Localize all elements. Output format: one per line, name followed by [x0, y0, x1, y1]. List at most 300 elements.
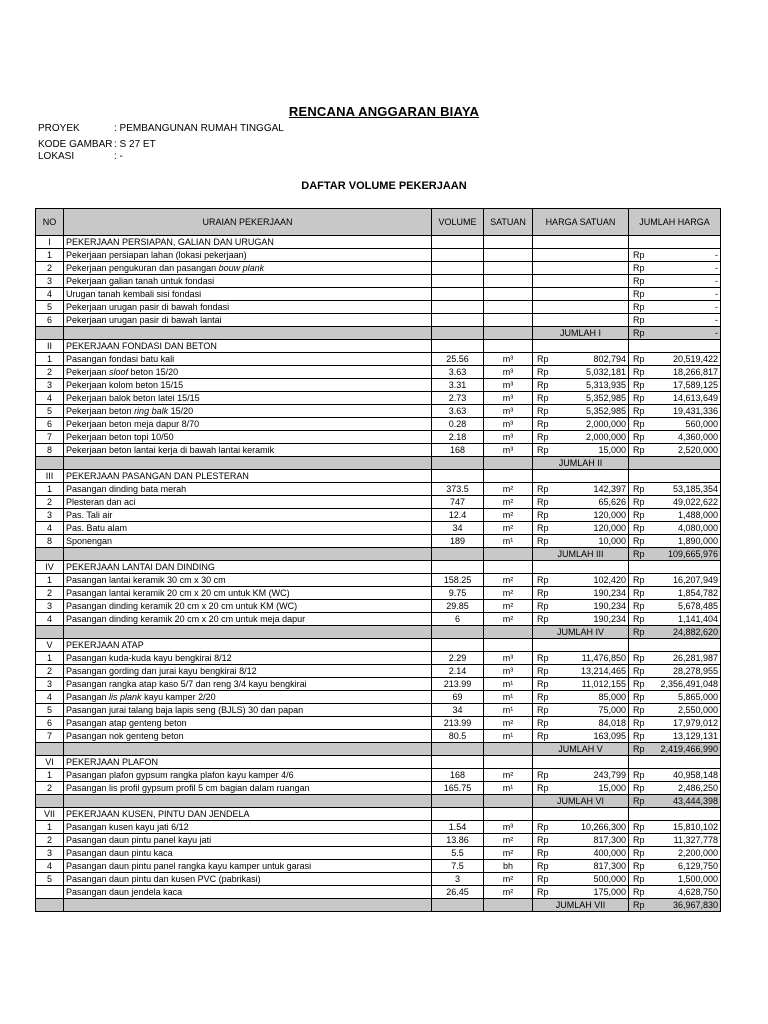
amount-value: 109,665,976	[667, 549, 718, 559]
item-unit-price	[533, 496, 629, 509]
empty-cell	[64, 795, 432, 808]
empty-cell	[64, 327, 432, 340]
header-uraian: URAIAN PEKERJAAN	[64, 209, 432, 236]
amount-value: -	[715, 250, 718, 260]
item-unit: m²	[484, 613, 533, 626]
currency-label: Rp	[633, 770, 645, 780]
item-unit-price	[533, 366, 629, 379]
amount-value: 75,000	[598, 705, 626, 715]
currency-label: Rp	[537, 666, 549, 676]
section-header-row	[36, 340, 721, 353]
item-number: 2	[36, 366, 64, 379]
section-total-label: JUMLAH III	[533, 548, 629, 561]
empty-cell	[533, 470, 629, 483]
section-title: PEKERJAAN KUSEN, PINTU DAN JENDELA	[64, 808, 432, 821]
currency-label: Rp	[537, 393, 549, 403]
item-total-price	[629, 587, 721, 600]
item-unit-price	[533, 314, 629, 327]
amount-value: 5,352,985	[585, 393, 626, 403]
table-row	[36, 782, 721, 795]
header-jumlah-harga: JUMLAH HARGA	[629, 209, 721, 236]
item-total-price	[629, 769, 721, 782]
currency-label: Rp	[537, 380, 549, 390]
item-total-price	[629, 366, 721, 379]
table-subtitle: DAFTAR VOLUME PEKERJAAN	[301, 180, 467, 192]
item-volume: 34	[432, 704, 484, 717]
item-unit-price	[533, 405, 629, 418]
table-row	[36, 392, 721, 405]
item-volume: 6	[432, 613, 484, 626]
currency-label: Rp	[633, 263, 645, 273]
currency-label: Rp	[633, 614, 645, 624]
item-number: 5	[36, 405, 64, 418]
empty-cell	[484, 626, 533, 639]
currency-label: Rp	[537, 536, 549, 546]
item-unit: m¹	[484, 678, 533, 691]
meta-proyek	[38, 123, 284, 135]
item-description: Pasangan dinding keramik 20 cm x 20 cm untuk KM (WC)	[64, 600, 432, 613]
item-description: Pasangan lis profil gypsum profil 5 cm bagian dalam ruangan	[64, 782, 432, 795]
currency-label: Rp	[633, 783, 645, 793]
section-total-value	[629, 457, 721, 470]
empty-cell	[629, 756, 721, 769]
currency-label: Rp	[633, 887, 645, 897]
currency-label: Rp	[633, 731, 645, 741]
item-number: 4	[36, 613, 64, 626]
amount-value: 190,234	[593, 601, 626, 611]
section-number: V	[36, 639, 64, 652]
document-title: RENCANA ANGGARAN BIAYA	[288, 104, 480, 119]
amount-value: 24,882,620	[672, 627, 718, 637]
item-total-price	[629, 275, 721, 288]
item-unit-price	[533, 834, 629, 847]
amount-value: 163,095	[593, 731, 626, 741]
item-unit-price	[533, 847, 629, 860]
table-row	[36, 353, 721, 366]
section-total-label: JUMLAH I	[533, 327, 629, 340]
item-description: Pasangan daun pintu kaca	[64, 847, 432, 860]
empty-cell	[36, 626, 64, 639]
item-description: Pasangan kusen kayu jati 6/12	[64, 821, 432, 834]
item-description: Pekerjaan pengukuran dan pasangan bouw plank	[64, 262, 432, 275]
section-total-label: JUMLAH IV	[533, 626, 629, 639]
item-number: 1	[36, 483, 64, 496]
item-unit	[484, 262, 533, 275]
amount-value: 5,352,985	[585, 406, 626, 416]
meta-value: : S 27 ET	[114, 139, 156, 150]
amount-value: -	[715, 302, 718, 312]
item-unit: m³	[484, 405, 533, 418]
item-volume: 2.18	[432, 431, 484, 444]
item-volume	[432, 314, 484, 327]
item-unit-price	[533, 275, 629, 288]
table-row	[36, 730, 721, 743]
item-unit-price	[533, 600, 629, 613]
table-row	[36, 665, 721, 678]
table-row	[36, 717, 721, 730]
item-unit-price	[533, 873, 629, 886]
item-unit	[484, 275, 533, 288]
item-volume: 26.45	[432, 886, 484, 899]
amount-value: 2,550,000	[677, 705, 718, 715]
item-volume: 13.86	[432, 834, 484, 847]
amount-value: 28,278,955	[672, 666, 718, 676]
item-description: Pekerjaan galian tanah untuk fondasi	[64, 275, 432, 288]
amount-value: 500,000	[593, 874, 626, 884]
amount-value: -	[715, 315, 718, 325]
currency-label: Rp	[537, 861, 549, 871]
section-total-value	[629, 743, 721, 756]
item-unit	[484, 249, 533, 262]
table-row	[36, 873, 721, 886]
amount-value: 2,419,466,990	[660, 744, 718, 754]
currency-label: Rp	[633, 419, 645, 429]
item-number	[36, 886, 64, 899]
section-total-row	[36, 457, 721, 470]
item-unit-price	[533, 483, 629, 496]
table-row	[36, 886, 721, 899]
currency-label: Rp	[537, 705, 549, 715]
table-row	[36, 600, 721, 613]
item-volume: 3.31	[432, 379, 484, 392]
item-unit-price	[533, 262, 629, 275]
empty-cell	[484, 470, 533, 483]
amount-value: 243,799	[593, 770, 626, 780]
amount-value: -	[715, 289, 718, 299]
section-total-row	[36, 795, 721, 808]
header-satuan: SATUAN	[484, 209, 533, 236]
section-header-row	[36, 756, 721, 769]
empty-cell	[533, 639, 629, 652]
item-total-price	[629, 379, 721, 392]
item-unit-price	[533, 782, 629, 795]
header-volume: VOLUME	[432, 209, 484, 236]
item-number: 7	[36, 730, 64, 743]
empty-cell	[533, 808, 629, 821]
item-description: Pasangan atap genteng beton	[64, 717, 432, 730]
item-total-price	[629, 834, 721, 847]
amount-value: -	[715, 328, 718, 338]
item-number: 2	[36, 834, 64, 847]
amount-value: 40,958,148	[672, 770, 718, 780]
item-description: Pasangan dinding keramik 20 cm x 20 cm untuk meja dapur	[64, 613, 432, 626]
empty-cell	[629, 340, 721, 353]
currency-label: Rp	[633, 445, 645, 455]
amount-value: 65,626	[598, 497, 626, 507]
empty-cell	[432, 327, 484, 340]
item-unit: m³	[484, 353, 533, 366]
item-volume: 189	[432, 535, 484, 548]
amount-value: 10,000	[598, 536, 626, 546]
amount-value: 49,022,622	[672, 497, 718, 507]
table-row	[36, 275, 721, 288]
empty-cell	[36, 457, 64, 470]
currency-label: Rp	[537, 848, 549, 858]
meta-key: PROYEK	[38, 123, 80, 134]
empty-cell	[629, 808, 721, 821]
empty-cell	[484, 561, 533, 574]
item-unit-price	[533, 730, 629, 743]
empty-cell	[36, 899, 64, 912]
empty-cell	[484, 743, 533, 756]
item-total-price	[629, 288, 721, 301]
section-header-row	[36, 561, 721, 574]
item-total-price	[629, 405, 721, 418]
amount-value: 17,589,125	[672, 380, 718, 390]
amount-value: 400,000	[593, 848, 626, 858]
item-unit-price	[533, 288, 629, 301]
item-volume: 29.85	[432, 600, 484, 613]
amount-value: 2,520,000	[677, 445, 718, 455]
item-description: Pekerjaan urugan pasir di bawah fondasi	[64, 301, 432, 314]
item-number: 5	[36, 301, 64, 314]
currency-label: Rp	[633, 822, 645, 832]
empty-cell	[36, 743, 64, 756]
item-volume: 747	[432, 496, 484, 509]
item-number: 2	[36, 262, 64, 275]
empty-cell	[533, 756, 629, 769]
item-volume	[432, 301, 484, 314]
currency-label: Rp	[633, 575, 645, 585]
empty-cell	[64, 626, 432, 639]
empty-cell	[432, 340, 484, 353]
item-number: 1	[36, 574, 64, 587]
item-unit: m²	[484, 886, 533, 899]
item-volume: 3.63	[432, 405, 484, 418]
item-description: Pekerjaan beton topi 10/50	[64, 431, 432, 444]
currency-label: Rp	[633, 601, 645, 611]
item-unit-price	[533, 821, 629, 834]
item-unit: bh	[484, 860, 533, 873]
currency-label: Rp	[633, 861, 645, 871]
item-volume: 80.5	[432, 730, 484, 743]
item-description: Pas. Batu alam	[64, 522, 432, 535]
empty-cell	[533, 340, 629, 353]
item-total-price	[629, 301, 721, 314]
item-unit-price	[533, 418, 629, 431]
table-header-row	[36, 209, 721, 236]
table-row	[36, 418, 721, 431]
empty-cell	[36, 548, 64, 561]
amount-value: 85,000	[598, 692, 626, 702]
currency-label: Rp	[633, 549, 645, 559]
item-total-price	[629, 873, 721, 886]
item-description: Pekerjaan beton lantai kerja di bawah lantai keramik	[64, 444, 432, 457]
item-volume: 373.5	[432, 483, 484, 496]
currency-label: Rp	[633, 588, 645, 598]
currency-label: Rp	[633, 510, 645, 520]
table-row	[36, 379, 721, 392]
item-description: Pasangan lis plank kayu kamper 2/20	[64, 691, 432, 704]
item-unit-price	[533, 704, 629, 717]
currency-label: Rp	[633, 315, 645, 325]
currency-label: Rp	[633, 874, 645, 884]
item-unit-price	[533, 665, 629, 678]
item-unit-price	[533, 652, 629, 665]
table-row	[36, 613, 721, 626]
amount-value: 1,500,000	[677, 874, 718, 884]
amount-value: 26,281,987	[672, 653, 718, 663]
table-row	[36, 769, 721, 782]
section-title: PEKERJAAN ATAP	[64, 639, 432, 652]
amount-value: 13,214,465	[580, 666, 626, 676]
currency-label: Rp	[633, 848, 645, 858]
currency-label: Rp	[537, 575, 549, 585]
table-row	[36, 535, 721, 548]
item-number: 1	[36, 769, 64, 782]
item-total-price	[629, 431, 721, 444]
item-volume: 158.25	[432, 574, 484, 587]
item-volume: 165.75	[432, 782, 484, 795]
item-unit-price	[533, 379, 629, 392]
empty-cell	[64, 548, 432, 561]
section-title: PEKERJAAN FONDASI DAN BETON	[64, 340, 432, 353]
item-total-price	[629, 353, 721, 366]
amount-value: 20,519,422	[672, 354, 718, 364]
item-volume: 3	[432, 873, 484, 886]
table-row	[36, 496, 721, 509]
item-number: 4	[36, 691, 64, 704]
currency-label: Rp	[633, 367, 645, 377]
amount-value: 18,266,817	[672, 367, 718, 377]
currency-label: Rp	[633, 380, 645, 390]
item-unit: m³	[484, 366, 533, 379]
table-row	[36, 678, 721, 691]
currency-label: Rp	[537, 835, 549, 845]
table-row	[36, 860, 721, 873]
currency-label: Rp	[537, 419, 549, 429]
meta-value: : PEMBANGUNAN RUMAH TINGGAL	[114, 123, 284, 134]
item-unit: m³	[484, 379, 533, 392]
item-total-price	[629, 704, 721, 717]
item-description: Pasangan daun pintu panel rangka kayu kamper untuk garasi	[64, 860, 432, 873]
item-volume: 168	[432, 769, 484, 782]
currency-label: Rp	[633, 328, 645, 338]
amount-value: 120,000	[593, 523, 626, 533]
currency-label: Rp	[537, 653, 549, 663]
item-unit-price	[533, 522, 629, 535]
amount-value: 4,628,750	[677, 887, 718, 897]
currency-label: Rp	[537, 484, 549, 494]
item-volume	[432, 262, 484, 275]
item-unit-price	[533, 678, 629, 691]
item-unit-price	[533, 535, 629, 548]
item-total-price	[629, 444, 721, 457]
section-total-value	[629, 626, 721, 639]
item-unit-price	[533, 717, 629, 730]
currency-label: Rp	[633, 276, 645, 286]
amount-value: 10,266,300	[580, 822, 626, 832]
item-number: 1	[36, 249, 64, 262]
amount-value: 1,488,000	[677, 510, 718, 520]
item-unit: m²	[484, 834, 533, 847]
table-row	[36, 262, 721, 275]
table-row	[36, 691, 721, 704]
item-number: 3	[36, 847, 64, 860]
currency-label: Rp	[537, 770, 549, 780]
item-unit: m¹	[484, 730, 533, 743]
currency-label: Rp	[537, 874, 549, 884]
currency-label: Rp	[633, 835, 645, 845]
item-unit-price	[533, 249, 629, 262]
item-number: 3	[36, 678, 64, 691]
table-row	[36, 834, 721, 847]
empty-cell	[533, 561, 629, 574]
empty-cell	[629, 561, 721, 574]
item-volume: 3.63	[432, 366, 484, 379]
amount-value: 4,080,000	[677, 523, 718, 533]
currency-label: Rp	[537, 367, 549, 377]
currency-label: Rp	[537, 523, 549, 533]
amount-value: 120,000	[593, 510, 626, 520]
amount-value: 4,360,000	[677, 432, 718, 442]
item-volume: 12.4	[432, 509, 484, 522]
empty-cell	[484, 340, 533, 353]
currency-label: Rp	[633, 250, 645, 260]
currency-label: Rp	[633, 718, 645, 728]
amount-value: 2,200,000	[677, 848, 718, 858]
item-unit-price	[533, 392, 629, 405]
item-description: Pasangan jurai talang baja lapis seng (BJLS) 30 dan papan	[64, 704, 432, 717]
item-total-price	[629, 860, 721, 873]
empty-cell	[432, 639, 484, 652]
meta-key: KODE GAMBAR	[38, 139, 113, 150]
item-volume: 168	[432, 444, 484, 457]
item-number: 8	[36, 444, 64, 457]
amount-value: 175,000	[593, 887, 626, 897]
empty-cell	[484, 756, 533, 769]
item-total-price	[629, 496, 721, 509]
item-number: 1	[36, 353, 64, 366]
item-volume: 34	[432, 522, 484, 535]
item-number: 3	[36, 509, 64, 522]
item-number: 7	[36, 431, 64, 444]
amount-value: 560,000	[685, 419, 718, 429]
item-total-price	[629, 821, 721, 834]
empty-cell	[484, 457, 533, 470]
item-number: 1	[36, 821, 64, 834]
amount-value: 1,854,782	[677, 588, 718, 598]
item-description: Pasangan kuda-kuda kayu bengkirai 8/12	[64, 652, 432, 665]
item-volume: 2.73	[432, 392, 484, 405]
item-unit-price	[533, 886, 629, 899]
item-volume: 5.5	[432, 847, 484, 860]
section-total-row	[36, 899, 721, 912]
item-volume: 213.99	[432, 717, 484, 730]
item-unit: m¹	[484, 691, 533, 704]
item-unit: m²	[484, 509, 533, 522]
item-unit: m³	[484, 418, 533, 431]
currency-label: Rp	[537, 432, 549, 442]
section-total-row	[36, 626, 721, 639]
currency-label: Rp	[537, 692, 549, 702]
table-row	[36, 431, 721, 444]
volume-table	[35, 208, 721, 912]
item-unit: m²	[484, 873, 533, 886]
currency-label: Rp	[537, 354, 549, 364]
section-total-label: JUMLAH VI	[533, 795, 629, 808]
item-unit-price	[533, 574, 629, 587]
item-description: Pas. Tali air	[64, 509, 432, 522]
table-row	[36, 847, 721, 860]
item-volume: 2.14	[432, 665, 484, 678]
table-row	[36, 483, 721, 496]
item-volume: 2.29	[432, 652, 484, 665]
item-total-price	[629, 717, 721, 730]
item-unit: m²	[484, 496, 533, 509]
item-description: Plesteran dan aci	[64, 496, 432, 509]
empty-cell	[432, 626, 484, 639]
